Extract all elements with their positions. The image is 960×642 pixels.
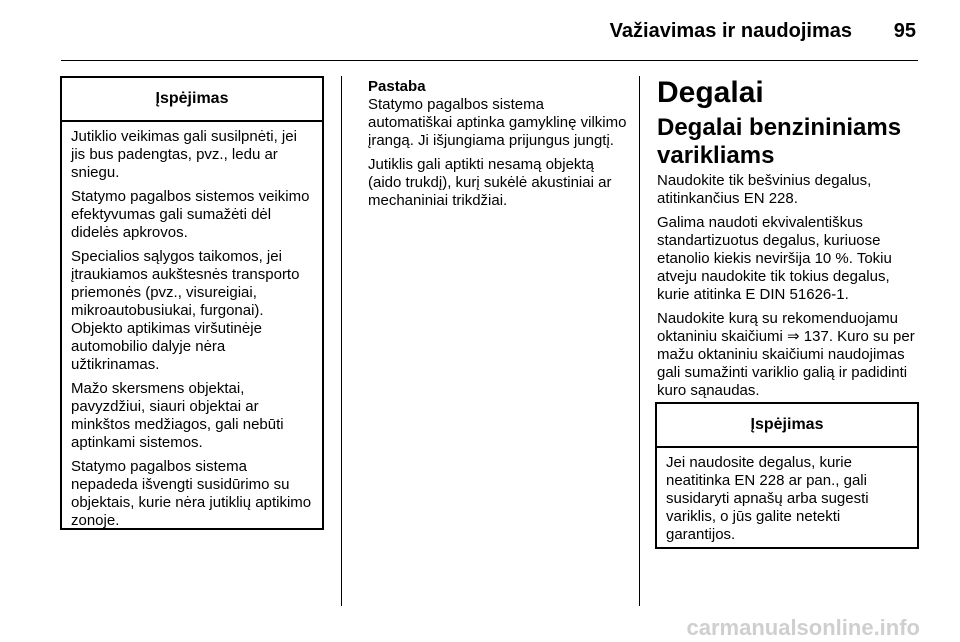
- warning-box-fuel: [655, 402, 919, 549]
- warning-body: [62, 122, 322, 538]
- warning-box-sensor: [60, 76, 324, 530]
- warning-paragraph: Specialios sąlygos taikomos, jei įtraukiamos aukštesnės transporto priemonės (pvz., visureigiai, mikroautobusiukai, furgonai). Objekto aptikimas viršutinėje automobilio dalyje nėra užtikrinamas.: [71, 248, 300, 373]
- fuel-paragraph: Galima naudoti ekvivalentiškus standartizuotus degalus, kuriuose etanolio kiekis neviršija 10 %. Tokiu atveju naudokite tik tokius degalus, kurie atitinka E DIN 51626-1.: [657, 214, 892, 303]
- chapter-title: Važiavimas ir naudojimas: [609, 20, 852, 42]
- note-paragraph: Jutiklis gali aptikti nesamą objektą (aido trukdį), kurį sukėlė akustiniai ar mechaniniai trikdžiai.: [368, 156, 612, 209]
- column-divider-left: [341, 76, 342, 606]
- section-heading: Degalai: [657, 76, 764, 109]
- warning-title: Įspėjimas: [62, 78, 322, 122]
- warning-paragraph: Statymo pagalbos sistemos veikimo efektyvumas gali sumažėti dėl didelės apkrovos.: [71, 188, 310, 241]
- warning-paragraph: Jei naudosite degalus, kurie neatitinka EN 228 ar pan., gali susidaryti apnašų arba sugesti variklis, o jūs galite netekti garantijos.: [666, 454, 869, 543]
- watermark-site: carmanualsonline.info: [686, 615, 920, 640]
- warning-paragraph: Mažo skersmens objektai, pavyzdžiui, siauri objektai ar minkštos medžiagos, gali nebūti aptinkami sistemos.: [71, 380, 284, 451]
- warning-title: Įspėjimas: [657, 404, 917, 448]
- fuel-paragraph: Naudokite kurą su rekomenduojamu oktaniniu skaičiumi ⇒ 137. Kuro su per mažu oktaniniu skaičiumi naudojimas gali sumažinti variklio galią ir padidinti kuro sąnaudas.: [657, 310, 915, 399]
- fuel-section: [657, 76, 921, 400]
- warning-body: [657, 448, 917, 552]
- header-divider: [61, 60, 918, 61]
- warning-paragraph: Statymo pagalbos sistema nepadeda išvengti susidūrimo su objektais, kurie nėra jutiklių aptikimo zonoje.: [71, 458, 312, 529]
- column-divider-right: [639, 76, 640, 606]
- page-number: 95: [893, 20, 916, 42]
- note-section: [368, 78, 630, 210]
- warning-paragraph: Jutiklio veikimas gali susilpnėti, jei jis bus padengtas, pvz., ledu ar sniegu.: [71, 128, 297, 181]
- note-title: Pastaba: [368, 78, 426, 95]
- fuel-paragraph: Naudokite tik bešvinius degalus, atitinkančius EN 228.: [657, 172, 872, 207]
- section-subheading: Degalai benzininiams varikliams: [657, 114, 902, 169]
- note-paragraph: Statymo pagalbos sistema automatiškai aptinka gamyklinę vilkimo įrangą. Ji išjungiama prijungus jungtį.: [368, 96, 627, 149]
